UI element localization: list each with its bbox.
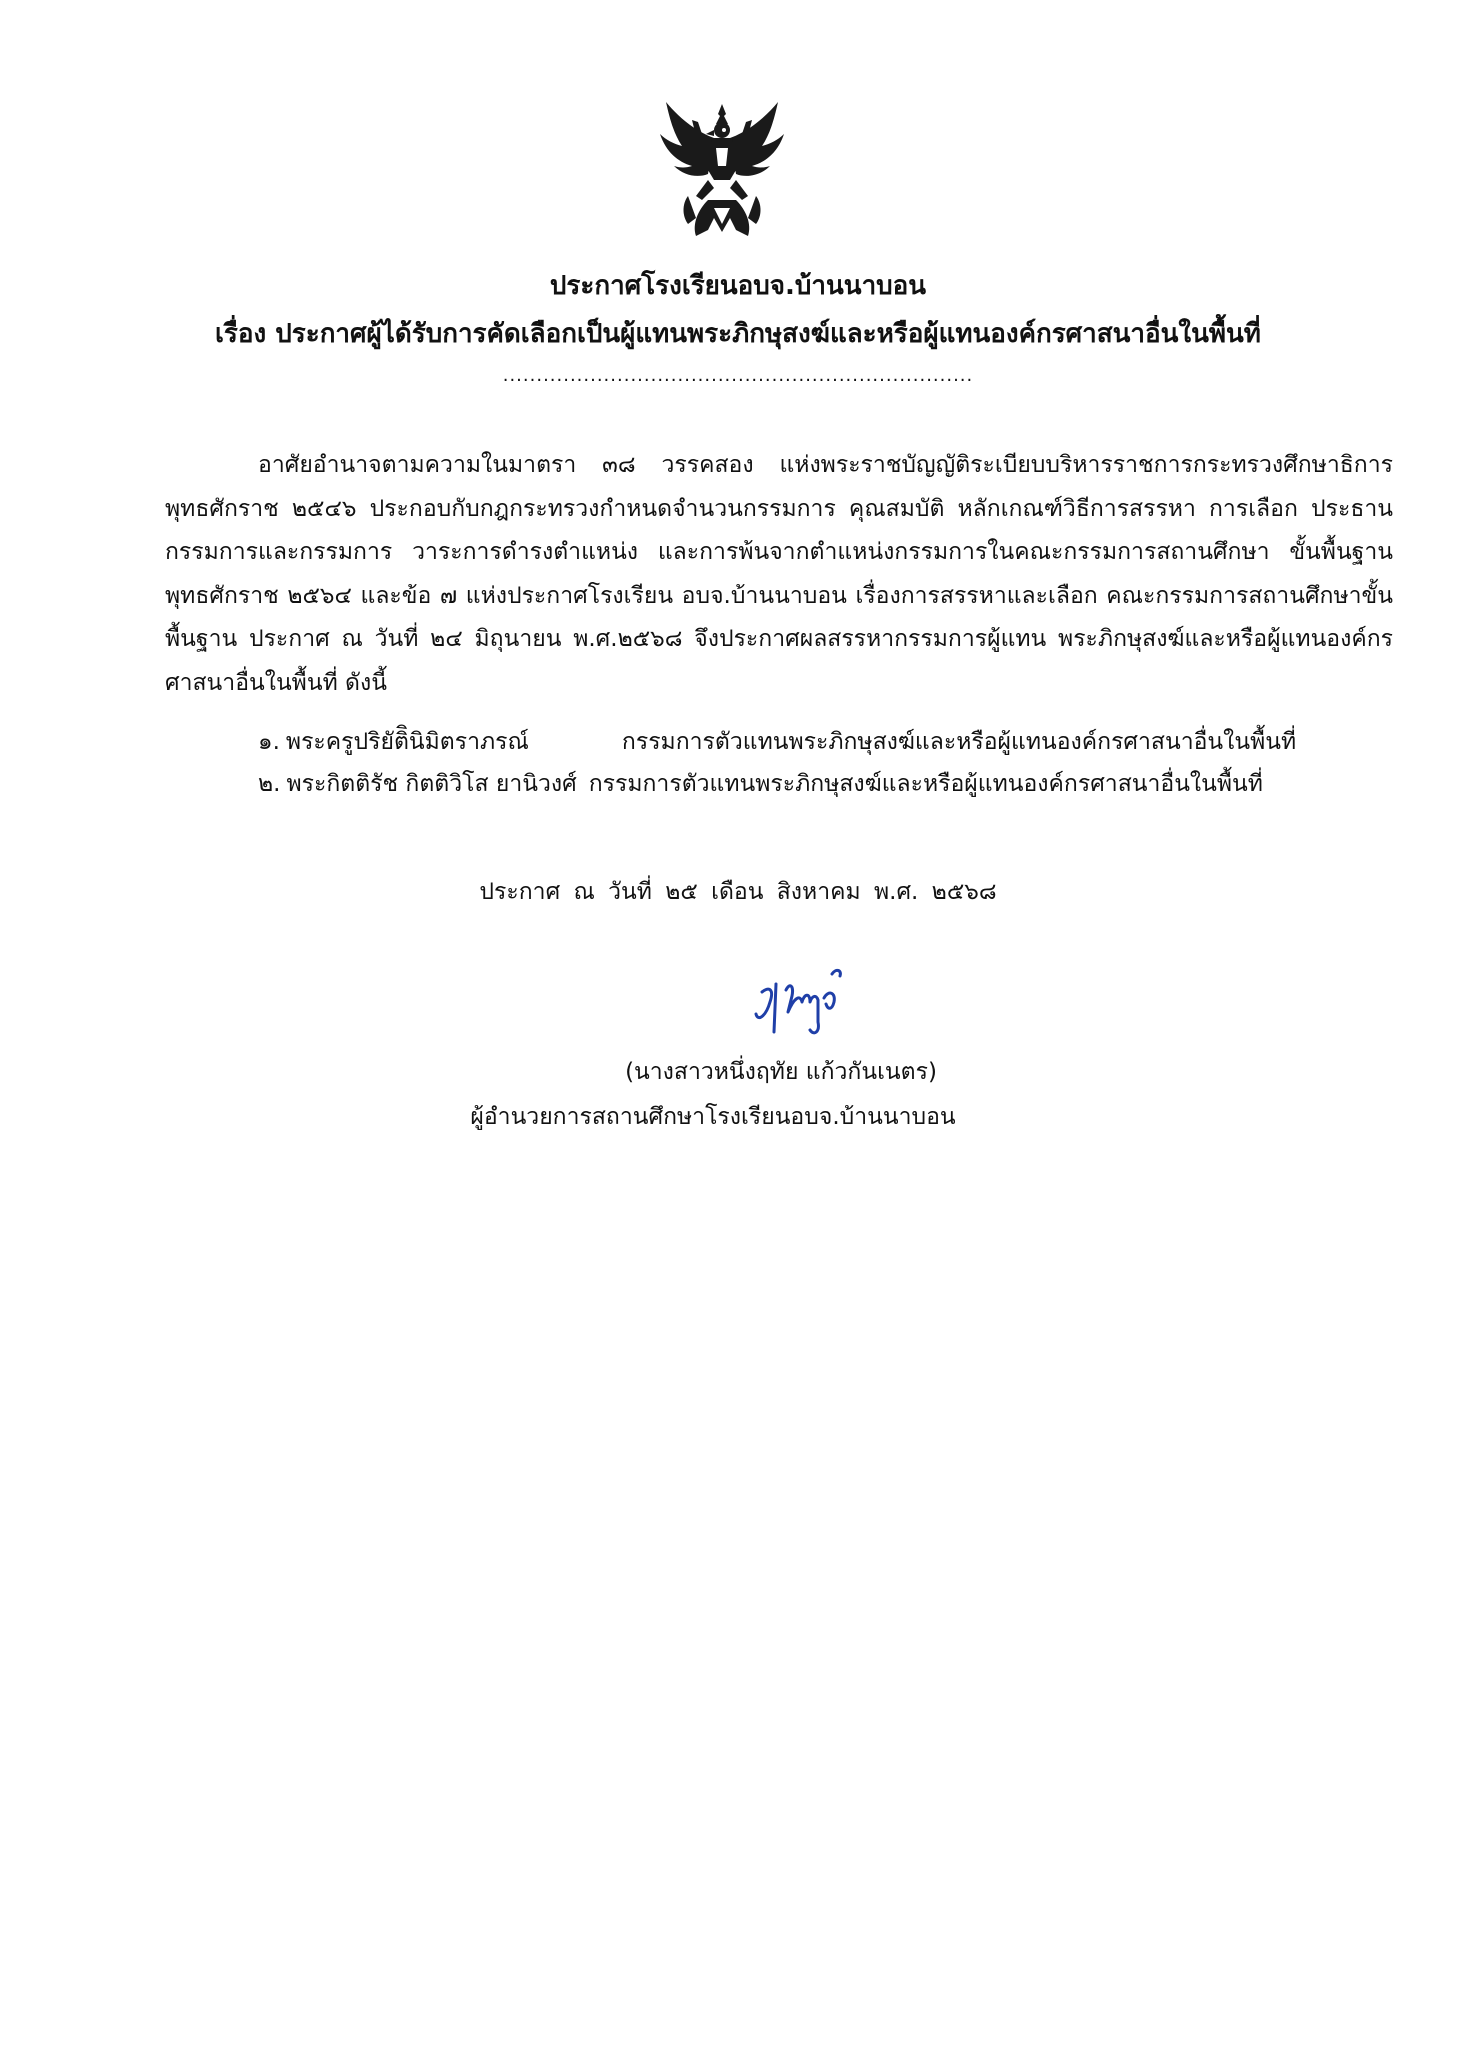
item-number: ๑. — [258, 729, 280, 755]
item-role: กรรมการตัวแทนพระภิกษุสงฆ์และหรือผู้แทนองค์กรศาสนาอื่นในพื้นที่ — [588, 771, 1263, 797]
document-subject: เรื่อง ประกาศผู้ได้รับการคัดเลือกเป็นผู้แทนพระภิกษุสงฆ์และหรือผู้แทนองค์กรศาสนาอื่นในพื้นที่ — [215, 319, 1261, 349]
item-number: ๒. — [258, 771, 281, 797]
signature-strokes — [756, 970, 840, 1032]
item-role: กรรมการตัวแทนพระภิกษุสงฆ์และหรือผู้แทนองค์กรศาสนาอื่นในพื้นที่ — [621, 729, 1297, 755]
document-title: ประกาศโรงเรียนอบจ.บ้านนาบอน — [549, 271, 927, 301]
garuda-emblem-icon — [652, 100, 792, 240]
list-item — [258, 764, 1263, 804]
list-item — [258, 722, 1296, 762]
item-name: พระครูปริยัติินิมิตราภรณ์ — [285, 729, 529, 755]
announce-date: ประกาศ ณ วันที่ ๒๕ เดือน สิงหาคม พ.ศ. ๒๕๖๘ — [479, 879, 997, 905]
signer-position: ผู้อำนวยการสถานศึกษาโรงเรียนอบจ.บ้านนาบอน — [470, 1104, 956, 1130]
signer-name: (นางสาวหนึ่งฤทัย แก้วกันเนตร) — [625, 1059, 937, 1085]
item-name: พระกิตติรัช กิตติวิโส ยานิวงศ์ — [286, 771, 577, 797]
body-paragraph — [165, 444, 1393, 705]
title-divider: ...................................................................... — [502, 365, 974, 386]
signature-mark — [748, 962, 868, 1042]
body-text: อาศัยอำนาจตามความในมาตรา ๓๘ วรรคสอง แห่งพระราชบัญญัติระเบียบบริหารราชการกระทรวงศึกษาธิการ พุทธศักราช ๒๕๔๖ ประกอบกับกฎกระทรวงกำหนดจำนวนกรรมการ คุณสมบัติ หลักเกณฑ์วิธีการสรรหา การเลือก ประธานกรรมการและกรรมการ วาระการดำรงตำแหน่ง และการพ้นจากตำแหน่งกรรมการในคณะกรรมการสถานศึกษา ขั้นพื้นฐาน พุทธศักราช ๒๕๖๔ และข้อ ๗ แห่งประกาศโรงเรียน อบจ.บ้านนาบอน เรื่องการสรรหาและเลือก คณะกรรมการสถานศึกษาขั้นพื้นฐาน ประกาศ ณ วันที่ ๒๔ มิถุนายน พ.ศ.๒๕๖๘ จึงประกาศผลสรรหากรรมการผู้แทน พระภิกษุสงฆ์และหรือผู้แทนองค์กรศาสนาอื่นในพื้นที่ ดังนี้ — [165, 452, 1393, 696]
